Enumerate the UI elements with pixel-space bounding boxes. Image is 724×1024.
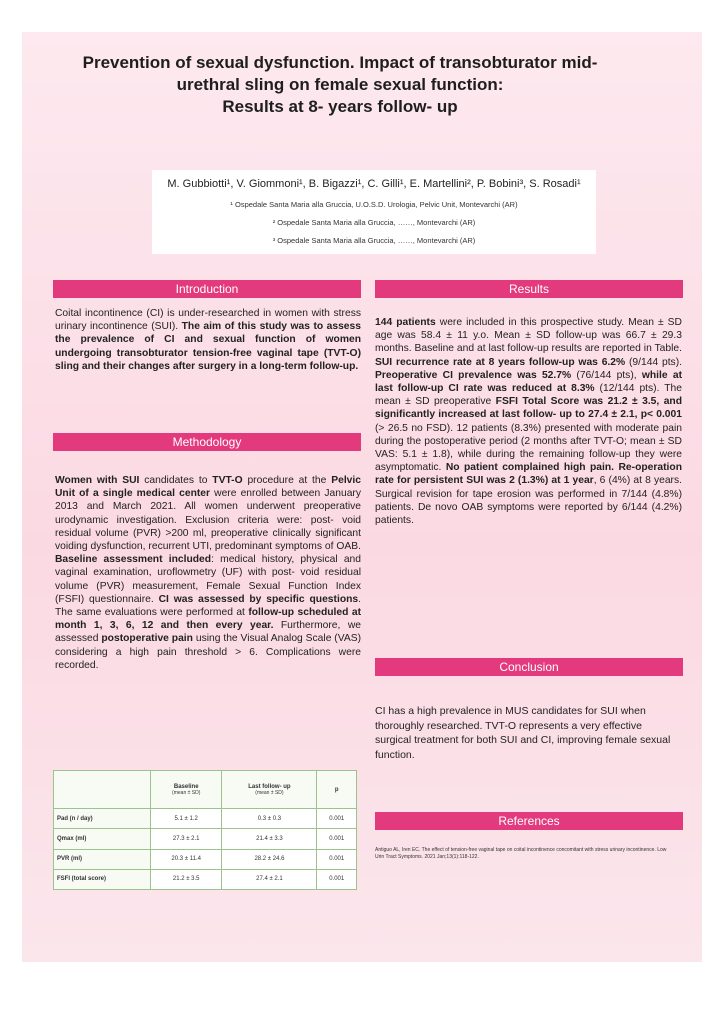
results-text-6: (76/144 pts), — [571, 369, 642, 381]
col-baseline — [151, 771, 222, 809]
results-header: Results — [375, 280, 683, 298]
method-text-8: : medical history, physical and vaginal examination, uroflowmetry (UF) with post- void residual volume (PVR) measurement, Female Sexual Function Index (FSFI) questionnaire. — [55, 554, 362, 605]
cell-p: 0.001 — [317, 829, 357, 849]
cell-baseline: 5.1 ± 1.2 — [151, 809, 222, 829]
intro-aim: The aim of this study was to assess the prevalence of CI and sexual function of women undergoing transobturator tension-free vaginal tape (TVT-O) sling and their changes after surgery in a long-term follow-up. — [55, 321, 361, 372]
col-last-follow-up — [222, 771, 317, 809]
cell-baseline: 21.2 ± 3.5 — [151, 869, 222, 889]
method-bold-5: Pelvic Unit of a single medical center — [55, 475, 361, 500]
method-text-4: procedure at the — [242, 475, 332, 486]
title-line-1: Prevention of sexual dysfunction. Impact of transobturator mid- — [82, 53, 598, 72]
results-bold-7: while at last follow-up CI rate was reduced at 8.3% — [375, 369, 683, 395]
method-text-12: Furthermore, we assessed — [55, 620, 361, 645]
cell-last: 27.4 ± 2.1 — [222, 869, 317, 889]
method-bold-9: CI was assessed by specific questions — [158, 593, 359, 605]
cell-baseline: 27.3 ± 2.1 — [151, 829, 222, 849]
method-text-2: candidates to — [139, 475, 213, 486]
col-last-label: Last follow- up — [248, 783, 291, 790]
author-list: M. Gubbiotti¹, V. Giommoni¹, B. Bigazzi¹, C. Gilli¹, E. Martellini², P. Bobini³, S. Rosadi¹ — [167, 178, 581, 190]
cell-last: 0.3 ± 0.3 — [222, 809, 317, 829]
cell-p: 0.001 — [317, 809, 357, 829]
col-baseline-sub: (mean ± SD) — [172, 789, 201, 796]
results-text — [375, 316, 682, 527]
results-bold-1: 144 patients — [375, 317, 436, 328]
results-text-8: (12/144 pts). The mean ± SD preoperative — [375, 383, 682, 408]
results-text-10: (> 26.5 no FSD). 12 patients (8.3%) presented with moderate pain during the postoperative period (2 months after TVT-O; mean ± SD VAS: 5.1 ± 1.8), while during the remaining follow-up they were asymptomatic. — [375, 422, 682, 474]
cell-last: 21.4 ± 3.3 — [222, 829, 317, 849]
methodology-text — [55, 474, 361, 672]
method-text-14: using the Visual Analog Scale (VAS) considering a high pain threshold > 6. Complications were recorded. — [55, 633, 361, 671]
methodology-header: Methodology — [53, 433, 361, 451]
table-header-row — [54, 771, 357, 809]
conclusion-text: CI has a high prevalence in MUS candidates for SUI when thoroughly researched. TVT-O represents a very effective surgical treatment for both SUI and CI, improving female sexual function. — [375, 705, 671, 761]
col-p-label: p — [334, 786, 339, 793]
intro-sentence-1: Coital incontinence (CI) is under-researched in women with stress urinary incontinence (SUI). — [55, 308, 361, 333]
col-p — [317, 771, 357, 809]
title-line-2: urethral sling on female sexual function: — [176, 75, 504, 94]
results-text-12: , 6 (4%) at 8 years. Surgical revision for tape erosion was performed in 7/144 (4.8%) patients. De novo OAB symptoms were reported by 6/144 (4.2%) patients. — [375, 475, 682, 527]
method-bold-1: Women with SUI — [55, 475, 140, 486]
row-label: PVR (ml) — [54, 849, 151, 869]
table-row — [54, 869, 357, 889]
col-last-sub: (mean ± SD) — [255, 789, 284, 796]
results-bold-3: SUI recurrence rate at 8 years follow-up was 6.2% — [375, 356, 626, 368]
introduction-text — [55, 307, 361, 373]
authors-box — [152, 170, 596, 254]
table-corner — [54, 771, 151, 809]
table-row — [54, 849, 357, 869]
method-text-6: were enrolled between January 2013 and March 2021. All women underwent preoperative urodynamic investigation. Exclusion criteria were: post- void residual volume (PVR) >200 ml, preoperative clinically significant voiding dysfunction, recurrent UTI, predominant symptoms of OAB. — [55, 488, 361, 553]
table-row — [54, 829, 357, 849]
method-bold-11: follow-up scheduled at month 1, 3, 6, 12 and then every year. — [55, 607, 362, 632]
row-label: Pad (n / day) — [54, 809, 151, 829]
method-bold-3: TVT-O — [212, 475, 243, 486]
results-bold-9: FSFI Total Score was 21.2 ± 3.5, and significantly increased at last follow- up to 27.4 ± 2.1, p< 0.001 — [375, 396, 683, 421]
table-row — [54, 809, 357, 829]
affiliation-1: ¹ Ospedale Santa Maria alla Gruccia, U.O.S.D. Urologia, Pelvic Unit, Montevarchi (AR) — [230, 200, 518, 209]
results-text-2: were included in this prospective study. Mean ± SD age was 58.4 ± 11 y.o. Mean ± SD follow-up was 66.7 ± 29.3 months. Baseline and at last follow-up results are reported in Table. — [375, 317, 682, 355]
references-header: References — [375, 812, 683, 830]
reference-entry: Antiguo AL, Iren EC. The effect of tension-free vaginal tape on coital incontinence concomitant with stress urinary incontinence. Low Urin Tract Symptoms. 2021 Jan;13(1):118-122. — [375, 847, 667, 860]
introduction-header: Introduction — [53, 280, 361, 298]
col-baseline-label: Baseline — [173, 783, 199, 790]
method-text-10: . The same evaluations were performed at — [55, 593, 361, 619]
cell-last: 28.2 ± 24.6 — [222, 849, 317, 869]
results-table — [53, 770, 357, 890]
title-line-3: Results at 8- years follow- up — [222, 97, 458, 116]
row-label: FSFI (total score) — [54, 869, 151, 889]
row-label: Qmax (ml) — [54, 829, 151, 849]
cell-p: 0.001 — [317, 849, 357, 869]
affiliation-2: ² Ospedale Santa Maria alla Gruccia, ……, Montevarchi (AR) — [272, 218, 476, 227]
method-bold-7: Baseline assessment included — [55, 554, 212, 566]
results-bold-11: No patient complained high pain. Re-operation rate for persistent SUI was 2 (1.3%) at 1 year — [375, 462, 682, 487]
cell-baseline: 20.3 ± 11.4 — [151, 849, 222, 869]
cell-p: 0.001 — [317, 869, 357, 889]
method-bold-13: postoperative pain — [101, 633, 193, 645]
results-text-4: (9/144 pts). — [625, 356, 682, 368]
results-bold-5: Preoperative CI prevalence was 52.7% — [375, 369, 572, 381]
conclusion-header: Conclusion — [375, 658, 683, 676]
poster-title — [40, 52, 640, 118]
affiliation-3: ³ Ospedale Santa Maria alla Gruccia, ……, Montevarchi (AR) — [272, 236, 476, 245]
